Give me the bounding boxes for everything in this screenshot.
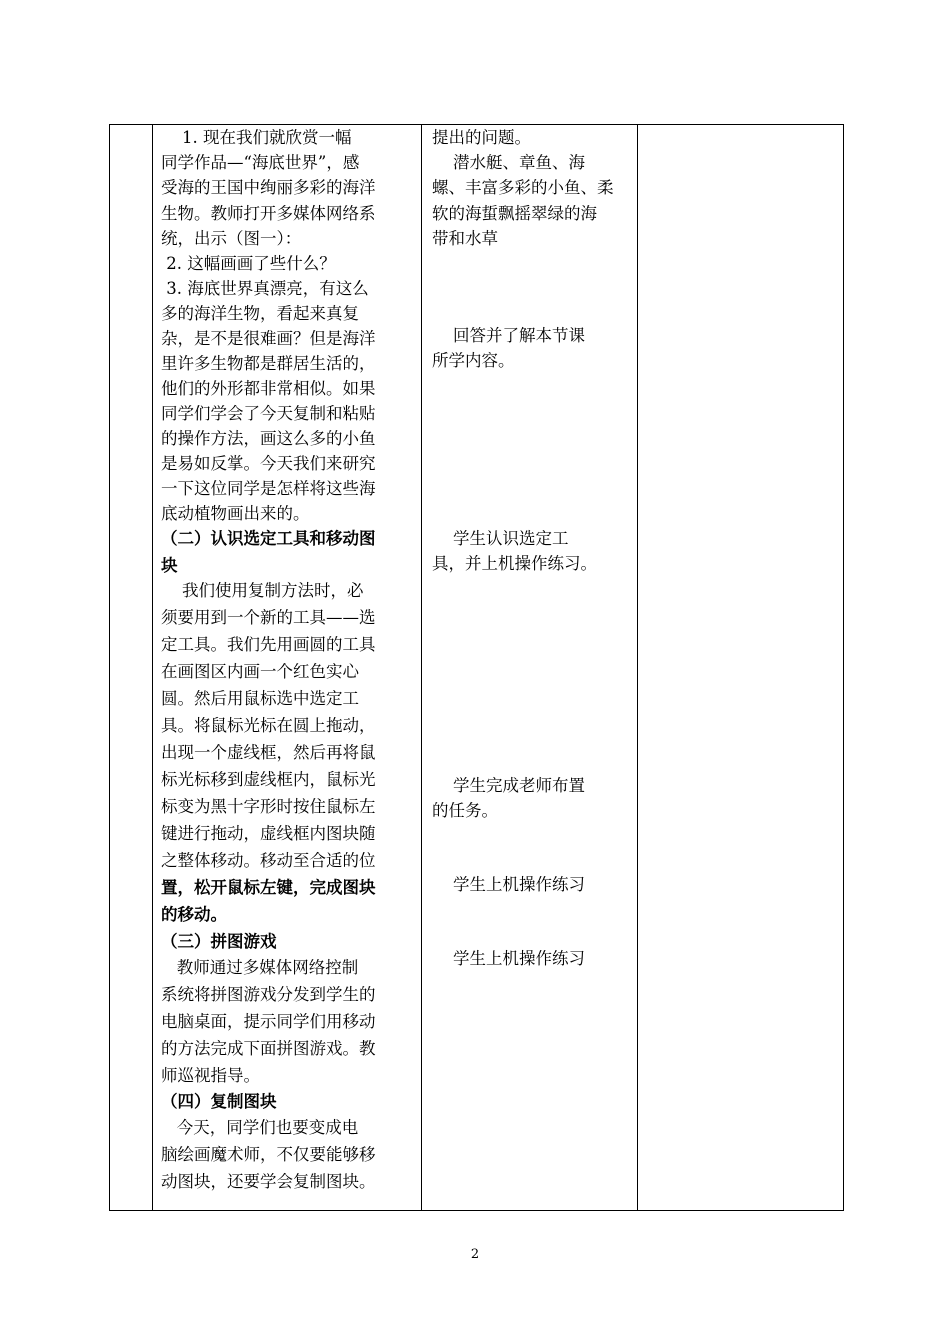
text-line: 定工具。我们先用画圆的工具 (161, 635, 376, 654)
text-line: 1. 现在我们就欣赏一幅 (161, 128, 352, 147)
text-line: 学生认识选定工 (432, 529, 569, 548)
section-heading: （三）拼图游戏 (161, 932, 277, 951)
section-heading: （二）认识选定工具和移动图 (161, 529, 376, 548)
text-line: 里许多生物都是群居生活的， (161, 354, 376, 373)
text-line: 系统将拼图游戏分发到学生的 (161, 985, 376, 1004)
text-line: 的任务。 (432, 801, 498, 820)
section-heading: （四）复制图块 (161, 1092, 277, 1111)
table-cell-col1 (110, 125, 153, 1211)
text-line: 的方法完成下面拼图游戏。教 (161, 1039, 376, 1058)
text-line: 杂，是不是很难画？但是海洋 (161, 329, 376, 348)
text-line: 我们使用复制方法时，必 (161, 581, 364, 600)
text-line: 同学们学会了今天复制和粘贴 (161, 404, 376, 423)
text-line: 须要用到一个新的工具——选 (161, 608, 376, 627)
text-line: 学生上机操作练习 (432, 875, 585, 894)
text-line: 圆。然后用鼠标选中选定工 (161, 689, 359, 708)
text-line: 回答并了解本节课 (432, 326, 585, 345)
text-line: 出现一个虚线框，然后再将鼠 (161, 743, 376, 762)
text-line: 所学内容。 (432, 351, 515, 370)
text-line: 3. 海底世界真漂亮，有这么 (161, 279, 369, 298)
text-line: 学生完成老师布置 (432, 776, 585, 795)
text-line: 同学作品—“海底世界”，感 (161, 153, 360, 172)
text-line: 脑绘画魔术师，不仅要能够移 (161, 1145, 376, 1164)
text-line: 教师通过多媒体网络控制 (161, 958, 359, 977)
table-cell-col4 (638, 125, 844, 1211)
text-line: 学生上机操作练习 (432, 949, 585, 968)
text-line: 提出的问题。 (432, 128, 531, 147)
text-line-bold: 置，松开鼠标左键，完成图块 (161, 878, 376, 897)
text-line: 统，出示（图一）： (161, 229, 302, 248)
text-line: 键进行拖动，虚线框内图块随 (161, 824, 376, 843)
lesson-plan-table (109, 124, 844, 1211)
text-line: 师巡视指导。 (161, 1066, 260, 1085)
page-number: 2 (470, 1247, 480, 1262)
table-row (110, 125, 844, 1211)
text-line: 螺、丰富多彩的小鱼、柔 (432, 178, 614, 197)
text-line-bold: 的移动。 (161, 905, 227, 924)
text-line: 在画图区内画一个红色实心 (161, 662, 359, 681)
text-line: 软的海蜇飘摇翠绿的海 (432, 204, 597, 223)
text-line: 今天，同学们也要变成电 (161, 1118, 359, 1137)
text-line: 生物。教师打开多媒体网络系 (161, 204, 376, 223)
text-line: 带和水草 (432, 229, 498, 248)
table-cell-teacher-activity (153, 125, 422, 1211)
text-line: 具。将鼠标光标在圆上拖动， (161, 716, 376, 735)
text-line: 具，并上机操作练习。 (432, 554, 597, 573)
text-line: 标光标移到虚线框内，鼠标光 (161, 770, 376, 789)
text-line: 是易如反掌。今天我们来研究 (161, 454, 376, 473)
text-line: 之整体移动。移动至合适的位 (161, 851, 376, 870)
text-line: 潜水艇、章鱼、海 (432, 153, 585, 172)
text-line: 的操作方法，画这么多的小鱼 (161, 429, 376, 448)
text-line: 多的海洋生物，看起来真复 (161, 304, 359, 323)
section-heading: 块 (161, 556, 178, 575)
text-line: 2. 这幅画画了些什么？ (161, 254, 336, 273)
text-line: 底动植物画出来的。 (161, 504, 310, 523)
text-line: 一下这位同学是怎样将这些海 (161, 479, 376, 498)
text-line: 电脑桌面，提示同学们用移动 (161, 1012, 376, 1031)
text-line: 他们的外形都非常相似。如果 (161, 379, 376, 398)
table-cell-student-activity (422, 125, 638, 1211)
text-line: 受海的王国中绚丽多彩的海洋 (161, 178, 376, 197)
text-line: 标变为黑十字形时按住鼠标左 (161, 797, 376, 816)
text-line: 动图块，还要学会复制图块。 (161, 1172, 376, 1191)
